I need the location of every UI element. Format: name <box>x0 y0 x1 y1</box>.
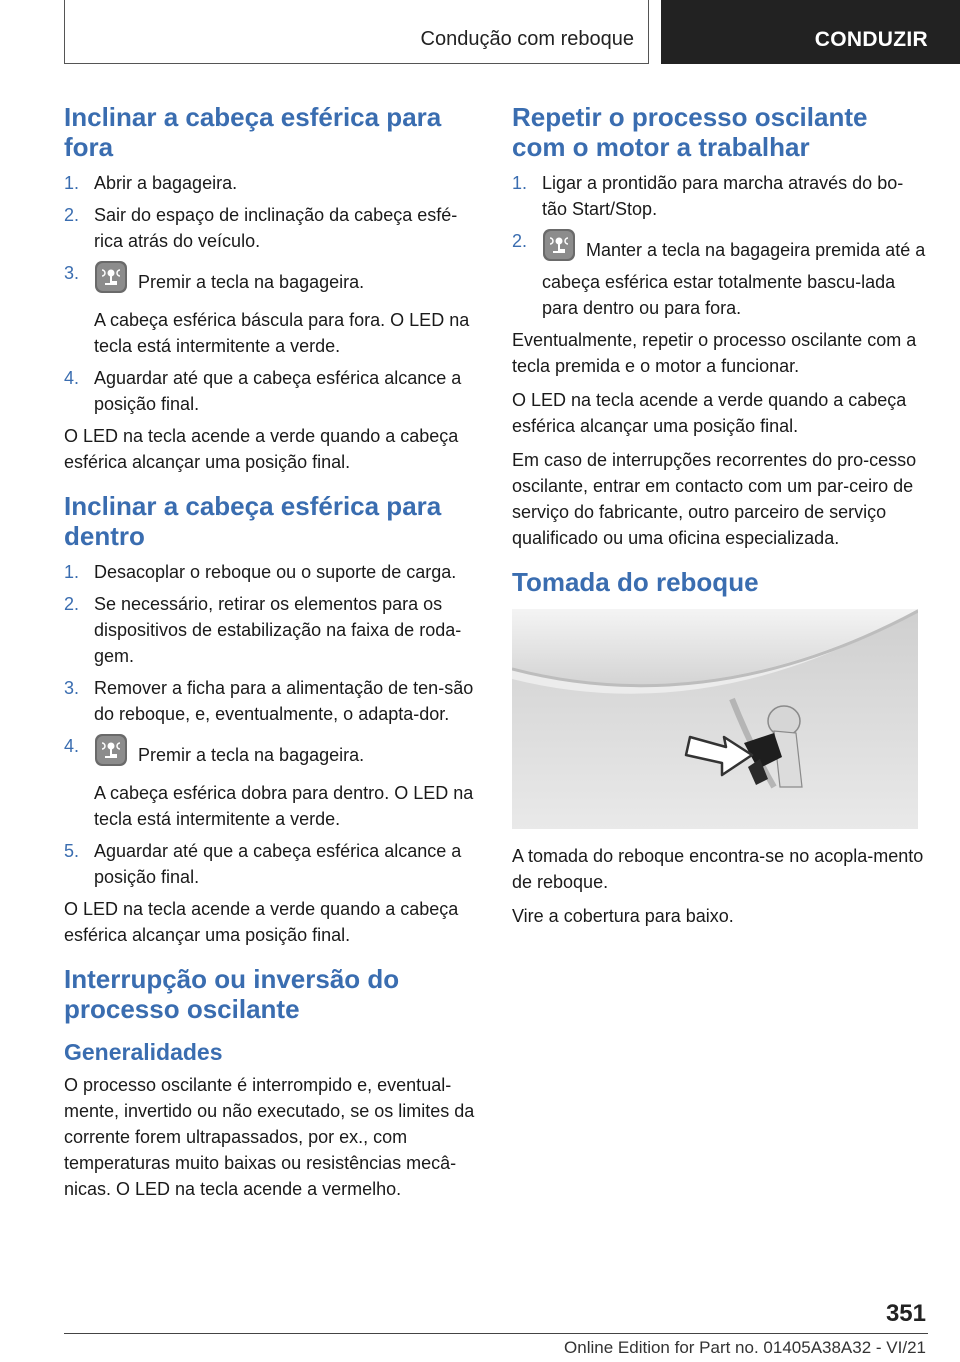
body-text: A tomada do reboque encontra-se no acopla‐mento de reboque. <box>512 846 924 892</box>
step-number: 1. <box>64 562 80 582</box>
list-item <box>512 170 928 222</box>
list-item <box>64 838 478 890</box>
section-interruption <box>64 964 478 1202</box>
chapter-tab[interactable] <box>661 0 960 64</box>
page-number: 351 <box>885 1300 926 1327</box>
edition-info: Online Edition for Part no. 01405A38A32 - VI/21 <box>564 1338 926 1357</box>
header-section-box <box>64 0 649 64</box>
step-text: Manter a tecla na bagageira premida até a cabeça esférica estar totalmente bascu‐lada para dentro ou para fora. <box>542 240 926 318</box>
step-number: 2. <box>512 231 528 251</box>
steps-list <box>512 170 928 321</box>
section-repeat-with-engine <box>512 102 928 551</box>
list-item <box>64 559 478 585</box>
step-number: 3. <box>64 263 80 283</box>
list-item <box>64 733 478 832</box>
list-item <box>64 202 478 254</box>
section-tilt-in <box>64 491 478 948</box>
section-title: Inclinar a cabeça esférica para dentro <box>64 491 442 551</box>
step-text: Aguardar até que a cabeça esférica alcance a posição final. <box>94 841 462 887</box>
section-title: Interrupção ou inversão do processo oscilante <box>64 964 400 1024</box>
tow-hitch-button-icon <box>94 260 128 301</box>
section-title: Inclinar a cabeça esférica para fora <box>64 102 442 162</box>
step-number: 2. <box>64 594 80 614</box>
body-text: Vire a cobertura para baixo. <box>512 906 734 926</box>
trailer-socket-illustration <box>512 609 918 829</box>
left-column <box>64 102 478 1218</box>
step-number: 1. <box>512 173 528 193</box>
step-number: 2. <box>64 205 80 225</box>
footer-divider <box>64 1333 928 1334</box>
section-trailer-socket <box>512 567 928 929</box>
step-text: Remover a ficha para a alimentação de ten‐são do reboque, e, eventualmente, o adapta‐dor. <box>94 678 474 724</box>
step-text: Ligar a prontidão para marcha através do bo‐tão Start/Stop. <box>542 173 904 219</box>
tow-hitch-button-icon <box>94 733 128 774</box>
list-item <box>64 675 478 727</box>
step-number: 5. <box>64 841 80 861</box>
step-number: 1. <box>64 173 80 193</box>
step-text: Sair do espaço de inclinação da cabeça esfé‐rica atrás do veículo. <box>94 205 458 251</box>
steps-list <box>64 559 478 890</box>
step-text: Abrir a bagageira. <box>94 173 238 193</box>
step-text: Premir a tecla na bagageira. <box>138 272 365 292</box>
subsection-title: Generalidades <box>64 1039 223 1065</box>
step-text: Aguardar até que a cabeça esférica alcance a posição final. <box>94 368 462 414</box>
step-text: Premir a tecla na bagageira. <box>138 745 365 765</box>
body-text: O LED na tecla acende a verde quando a cabeça esférica alcançar uma posição final. <box>512 390 907 436</box>
body-text: Em caso de interrupções recorrentes do pro‐cesso oscilante, entrar em contacto com um par‐ceiro de serviço do fabricante, outro parceiro de serviço qualificado ou uma oficina especializada. <box>512 450 917 548</box>
steps-list <box>64 170 478 417</box>
step-number: 4. <box>64 368 80 388</box>
step-result: A cabeça esférica báscula para fora. O LED na tecla está intermitente a verde. <box>94 310 470 356</box>
header-section-title: Condução com reboque <box>420 28 634 50</box>
note-text: O LED na tecla acende a verde quando a cabeça esférica alcançar uma posição final. <box>64 426 459 472</box>
body-text: O processo oscilante é interrompido e, eventual‐mente, invertido ou não executado, se os limites da corrente forem ultrapassados, por ex., com temperaturas muito baixas ou resistências mecâ‐nicas. O LED na tecla acende a vermelho. <box>64 1075 475 1199</box>
body-text: Eventualmente, repetir o processo oscilante com a tecla premida e o motor a funcionar. <box>512 330 917 376</box>
step-text: Desacoplar o reboque ou o suporte de carga. <box>94 562 457 582</box>
section-title: Repetir o processo oscilante com o motor a trabalhar <box>512 102 868 162</box>
list-item <box>64 365 478 417</box>
list-item <box>512 228 928 321</box>
list-item <box>64 591 478 669</box>
list-item <box>64 260 478 359</box>
tow-hitch-button-icon <box>542 228 576 269</box>
section-tilt-out <box>64 102 478 475</box>
step-result: A cabeça esférica dobra para dentro. O LED na tecla está intermitente a verde. <box>94 783 474 829</box>
note-text: O LED na tecla acende a verde quando a cabeça esférica alcançar uma posição final. <box>64 899 459 945</box>
chapter-label: CONDUZIR <box>814 28 928 51</box>
step-number: 3. <box>64 678 80 698</box>
step-text: Se necessário, retirar os elementos para os dispositivos de estabilização na faixa de roda‐gem. <box>94 594 462 666</box>
step-number: 4. <box>64 736 80 756</box>
list-item <box>64 170 478 196</box>
right-column <box>512 102 928 945</box>
section-title: Tomada do reboque <box>512 567 759 597</box>
